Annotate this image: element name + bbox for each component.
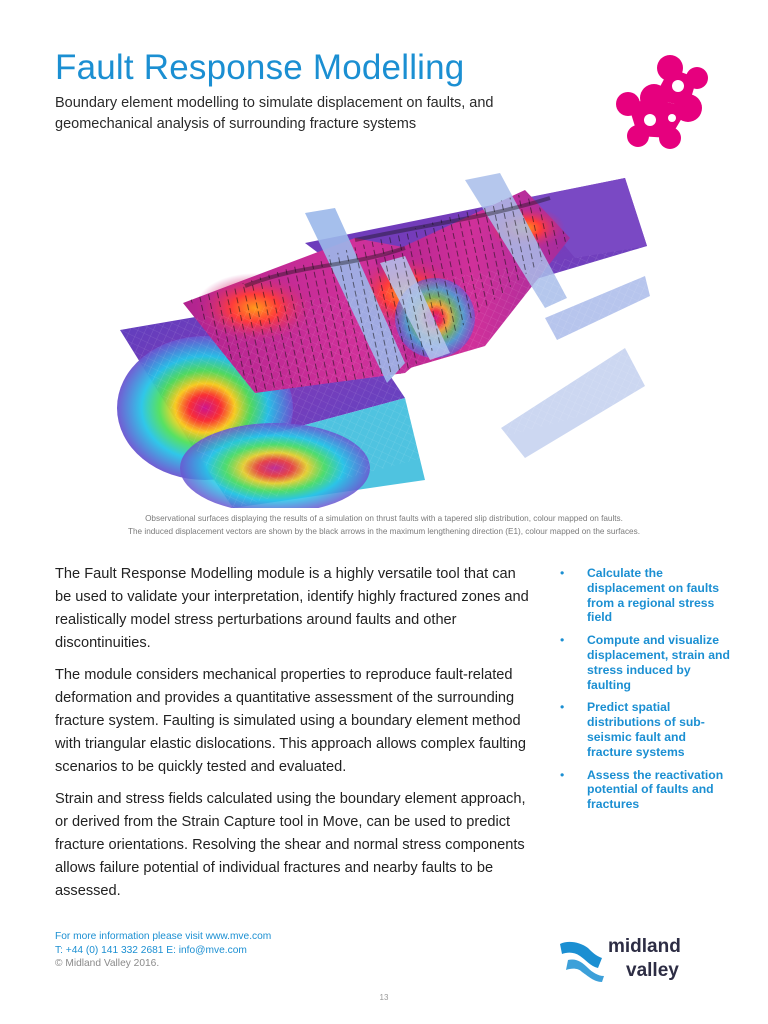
- feature-item: [560, 768, 730, 812]
- feature-item: [560, 633, 730, 692]
- footer-copyright: © Midland Valley 2016.: [55, 958, 160, 969]
- feature-label: Calculate the displacement on faults from a regional stress field: [587, 566, 720, 625]
- page-subtitle: Boundary element modelling to simulate displacement on faults, and geomechanical analysis of surrounding fracture systems: [55, 95, 494, 132]
- molecule-logo-icon: [612, 50, 716, 150]
- caption-line-1: Observational surfaces displaying the results of a simulation on thrust faults with a tapered slip distribution, colour mapped on faults.: [145, 514, 623, 523]
- caption-line-2: The induced displacement vectors are shown by the black arrows in the maximum lengthening direction (E1), colour mapped on the surfaces.: [128, 527, 640, 536]
- body-paragraph: The Fault Response Modelling module is a highly versatile tool that can be used to validate your interpretation, identify highly fractured zones and realistically model stress perturbations around faults and other discontinuities.: [55, 566, 529, 651]
- bullet-icon: •: [560, 767, 565, 782]
- feature-item: [560, 700, 730, 759]
- body-paragraph: Strain and stress fields calculated using the boundary element approach, or derived from the Strain Capture tool in Move, can be used to predict fracture orientations. Resolving the shear and normal stress components allows failure potential of individual fractures and nearby faults to be assessed.: [55, 791, 526, 899]
- feature-item: [560, 566, 730, 625]
- fault-model-figure: [105, 168, 665, 508]
- feature-label: Compute and visualize displacement, strain and stress induced by faulting: [587, 633, 730, 692]
- body-text: [55, 563, 533, 912]
- bullet-icon: •: [560, 633, 565, 648]
- footer-info-link[interactable]: For more information please visit www.mve.com: [55, 931, 272, 942]
- feature-label: Assess the reactivation potential of faults and fractures: [587, 767, 724, 812]
- body-paragraph: The module considers mechanical properties to reproduce fault-related deformation and provides a quantitative assessment of the surrounding fracture system. Faulting is simulated using a boundary element method with triangular elastic dislocations. This approach allows complex faulting scenarios to be quickly tested and evaluated.: [55, 667, 527, 775]
- midland-valley-logo-icon: [558, 930, 723, 982]
- page-number: 13: [379, 993, 389, 1002]
- page-title: Fault Response Modelling: [55, 48, 465, 87]
- footer-contact-details[interactable]: T: +44 (0) 141 332 2681 E: info@mve.com: [55, 944, 247, 956]
- feature-list: [560, 566, 730, 820]
- figure-caption: [60, 512, 708, 538]
- logo-word-midland: midland: [608, 936, 681, 957]
- bullet-icon: •: [560, 700, 565, 715]
- feature-label: Predict spatial distributions of sub-seismic fault and fracture systems: [587, 700, 705, 759]
- bullet-icon: •: [560, 566, 565, 580]
- logo-word-valley: valley: [626, 960, 679, 981]
- footer-contact: [55, 930, 375, 971]
